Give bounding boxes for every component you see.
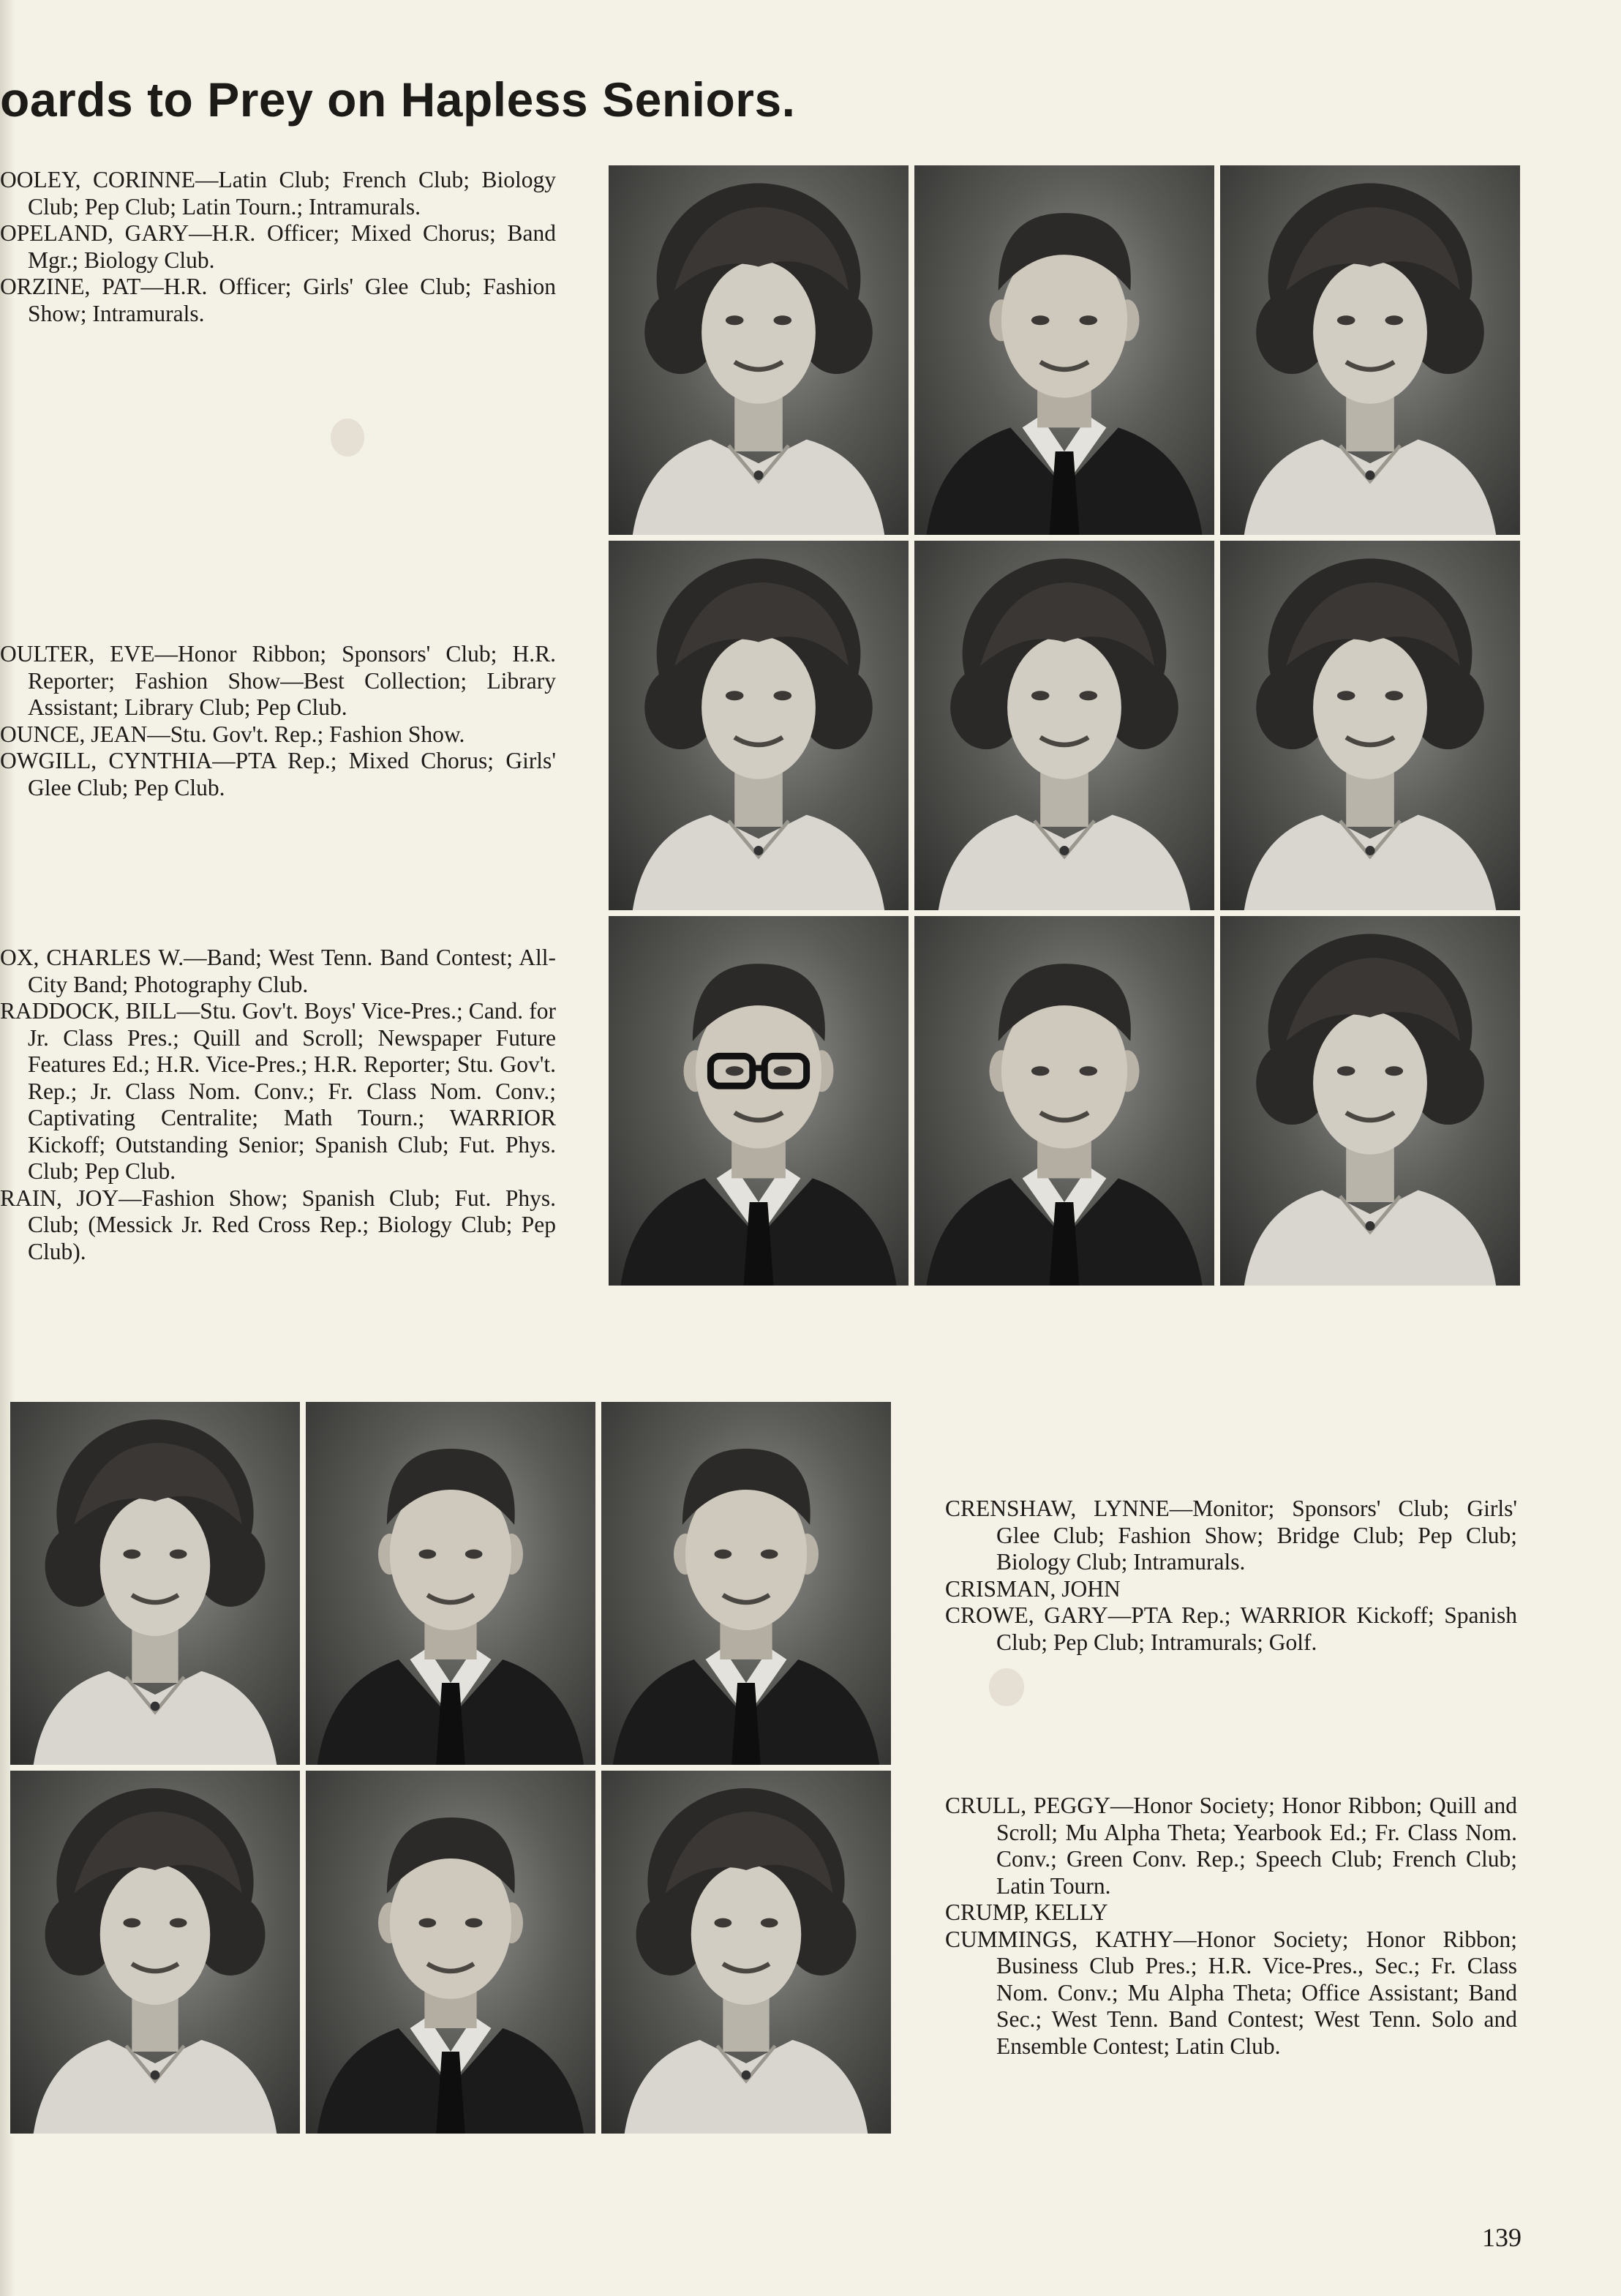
- senior-entry: OX, CHARLES W.—Band; West Tenn. Band Contest; All-City Band; Photography Club.: [0, 945, 556, 997]
- senior-entry: CUMMINGS, KATHY—Honor Society; Honor Ribbon; Business Club Pres.; H.R. Vice-Pres., Sec.; Fr. Class Nom. Conv.; Mu Alpha Theta; Office Assistant; Band Sec.; West Tenn. Band Contest; West Tenn. Solo and Ensemble Contest; Latin Club.: [945, 1926, 1517, 2059]
- senior-entries-group-3: [0, 945, 556, 1265]
- senior-portrait-photo: [914, 541, 1214, 910]
- portrait-grid-top: [609, 165, 1522, 1280]
- senior-entry: RAIN, JOY—Fashion Show; Spanish Club; Fut. Phys. Club; (Messick Jr. Red Cross Rep.; Biology Club; Pep Club).: [0, 1185, 556, 1264]
- senior-entry: OWGILL, CYNTHIA—PTA Rep.; Mixed Chorus; Girls' Glee Club; Pep Club.: [0, 748, 556, 800]
- senior-entry: OPELAND, GARY—H.R. Officer; Mixed Chorus; Band Mgr.; Biology Club.: [0, 220, 556, 273]
- senior-entry: ORZINE, PAT—H.R. Officer; Girls' Glee Club; Fashion Show; Intramurals.: [0, 274, 556, 326]
- senior-portrait-photo: [1220, 916, 1520, 1286]
- paper-smudge: [331, 419, 364, 457]
- senior-portrait-photo: [914, 165, 1214, 535]
- paper-smudge: [989, 1668, 1024, 1706]
- senior-entries-group-1: [0, 167, 556, 327]
- senior-portrait-photo: [1220, 541, 1520, 910]
- page-headline: oards to Prey on Hapless Seniors.: [0, 72, 796, 127]
- senior-portrait-photo: [914, 916, 1214, 1286]
- senior-entry: CRENSHAW, LYNNE—Monitor; Sponsors' Club; Girls' Glee Club; Fashion Show; Bridge Club; Pep Club; Biology Club; Intramurals.: [945, 1496, 1517, 1575]
- senior-portrait-photo: [609, 916, 909, 1286]
- senior-portrait-photo: [609, 165, 909, 535]
- senior-entries-group-4: [945, 1496, 1517, 1656]
- senior-portrait-photo: [306, 1402, 595, 1765]
- senior-entry: CRUMP, KELLY: [945, 1899, 1108, 1925]
- senior-entry: CRISMAN, JOHN: [945, 1575, 1121, 1602]
- senior-portrait-photo: [10, 1771, 300, 2134]
- senior-portrait-photo: [609, 541, 909, 910]
- senior-entry: RADDOCK, BILL—Stu. Gov't. Boys' Vice-Pres.; Cand. for Jr. Class Pres.; Quill and Scroll; Newspaper Future Features Ed.; H.R. Vice-Pres.; H.R. Reporter; Stu. Gov't. Rep.; Jr. Class Nom. Conv.; Fr. Class Nom. Conv.; Captivating Centralite; Math Tourn.; WARRIOR Kickoff; Outstanding Senior; Spanish Club; Fut. Phys. Club; Pep Club.: [0, 998, 556, 1184]
- senior-portrait-photo: [10, 1402, 300, 1765]
- senior-entries-group-5: [945, 1793, 1517, 2060]
- senior-portrait-photo: [306, 1771, 595, 2134]
- senior-portrait-photo: [601, 1771, 891, 2134]
- senior-entry: CRULL, PEGGY—Honor Society; Honor Ribbon; Quill and Scroll; Mu Alpha Theta; Yearbook Ed.; Fr. Class Nom. Conv.; Green Conv. Rep.; Speech Club; French Club; Latin Tourn.: [945, 1793, 1517, 1899]
- senior-entries-group-2: [0, 641, 556, 801]
- page-number: 139: [1482, 2223, 1522, 2252]
- senior-entry: CROWE, GARY—PTA Rep.; WARRIOR Kickoff; Spanish Club; Pep Club; Intramurals; Golf.: [945, 1602, 1517, 1655]
- senior-portrait-photo: [601, 1402, 891, 1765]
- senior-entry: OOLEY, CORINNE—Latin Club; French Club; Biology Club; Pep Club; Latin Tourn.; Intramurals.: [0, 167, 556, 220]
- senior-portrait-photo: [1220, 165, 1520, 535]
- portrait-grid-bottom: [10, 1402, 892, 2136]
- senior-entry: OUNCE, JEAN—Stu. Gov't. Rep.; Fashion Show.: [0, 721, 465, 747]
- senior-entry: OULTER, EVE—Honor Ribbon; Sponsors' Club; H.R. Reporter; Fashion Show—Best Collection; Library Assistant; Library Club; Pep Club.: [0, 641, 556, 720]
